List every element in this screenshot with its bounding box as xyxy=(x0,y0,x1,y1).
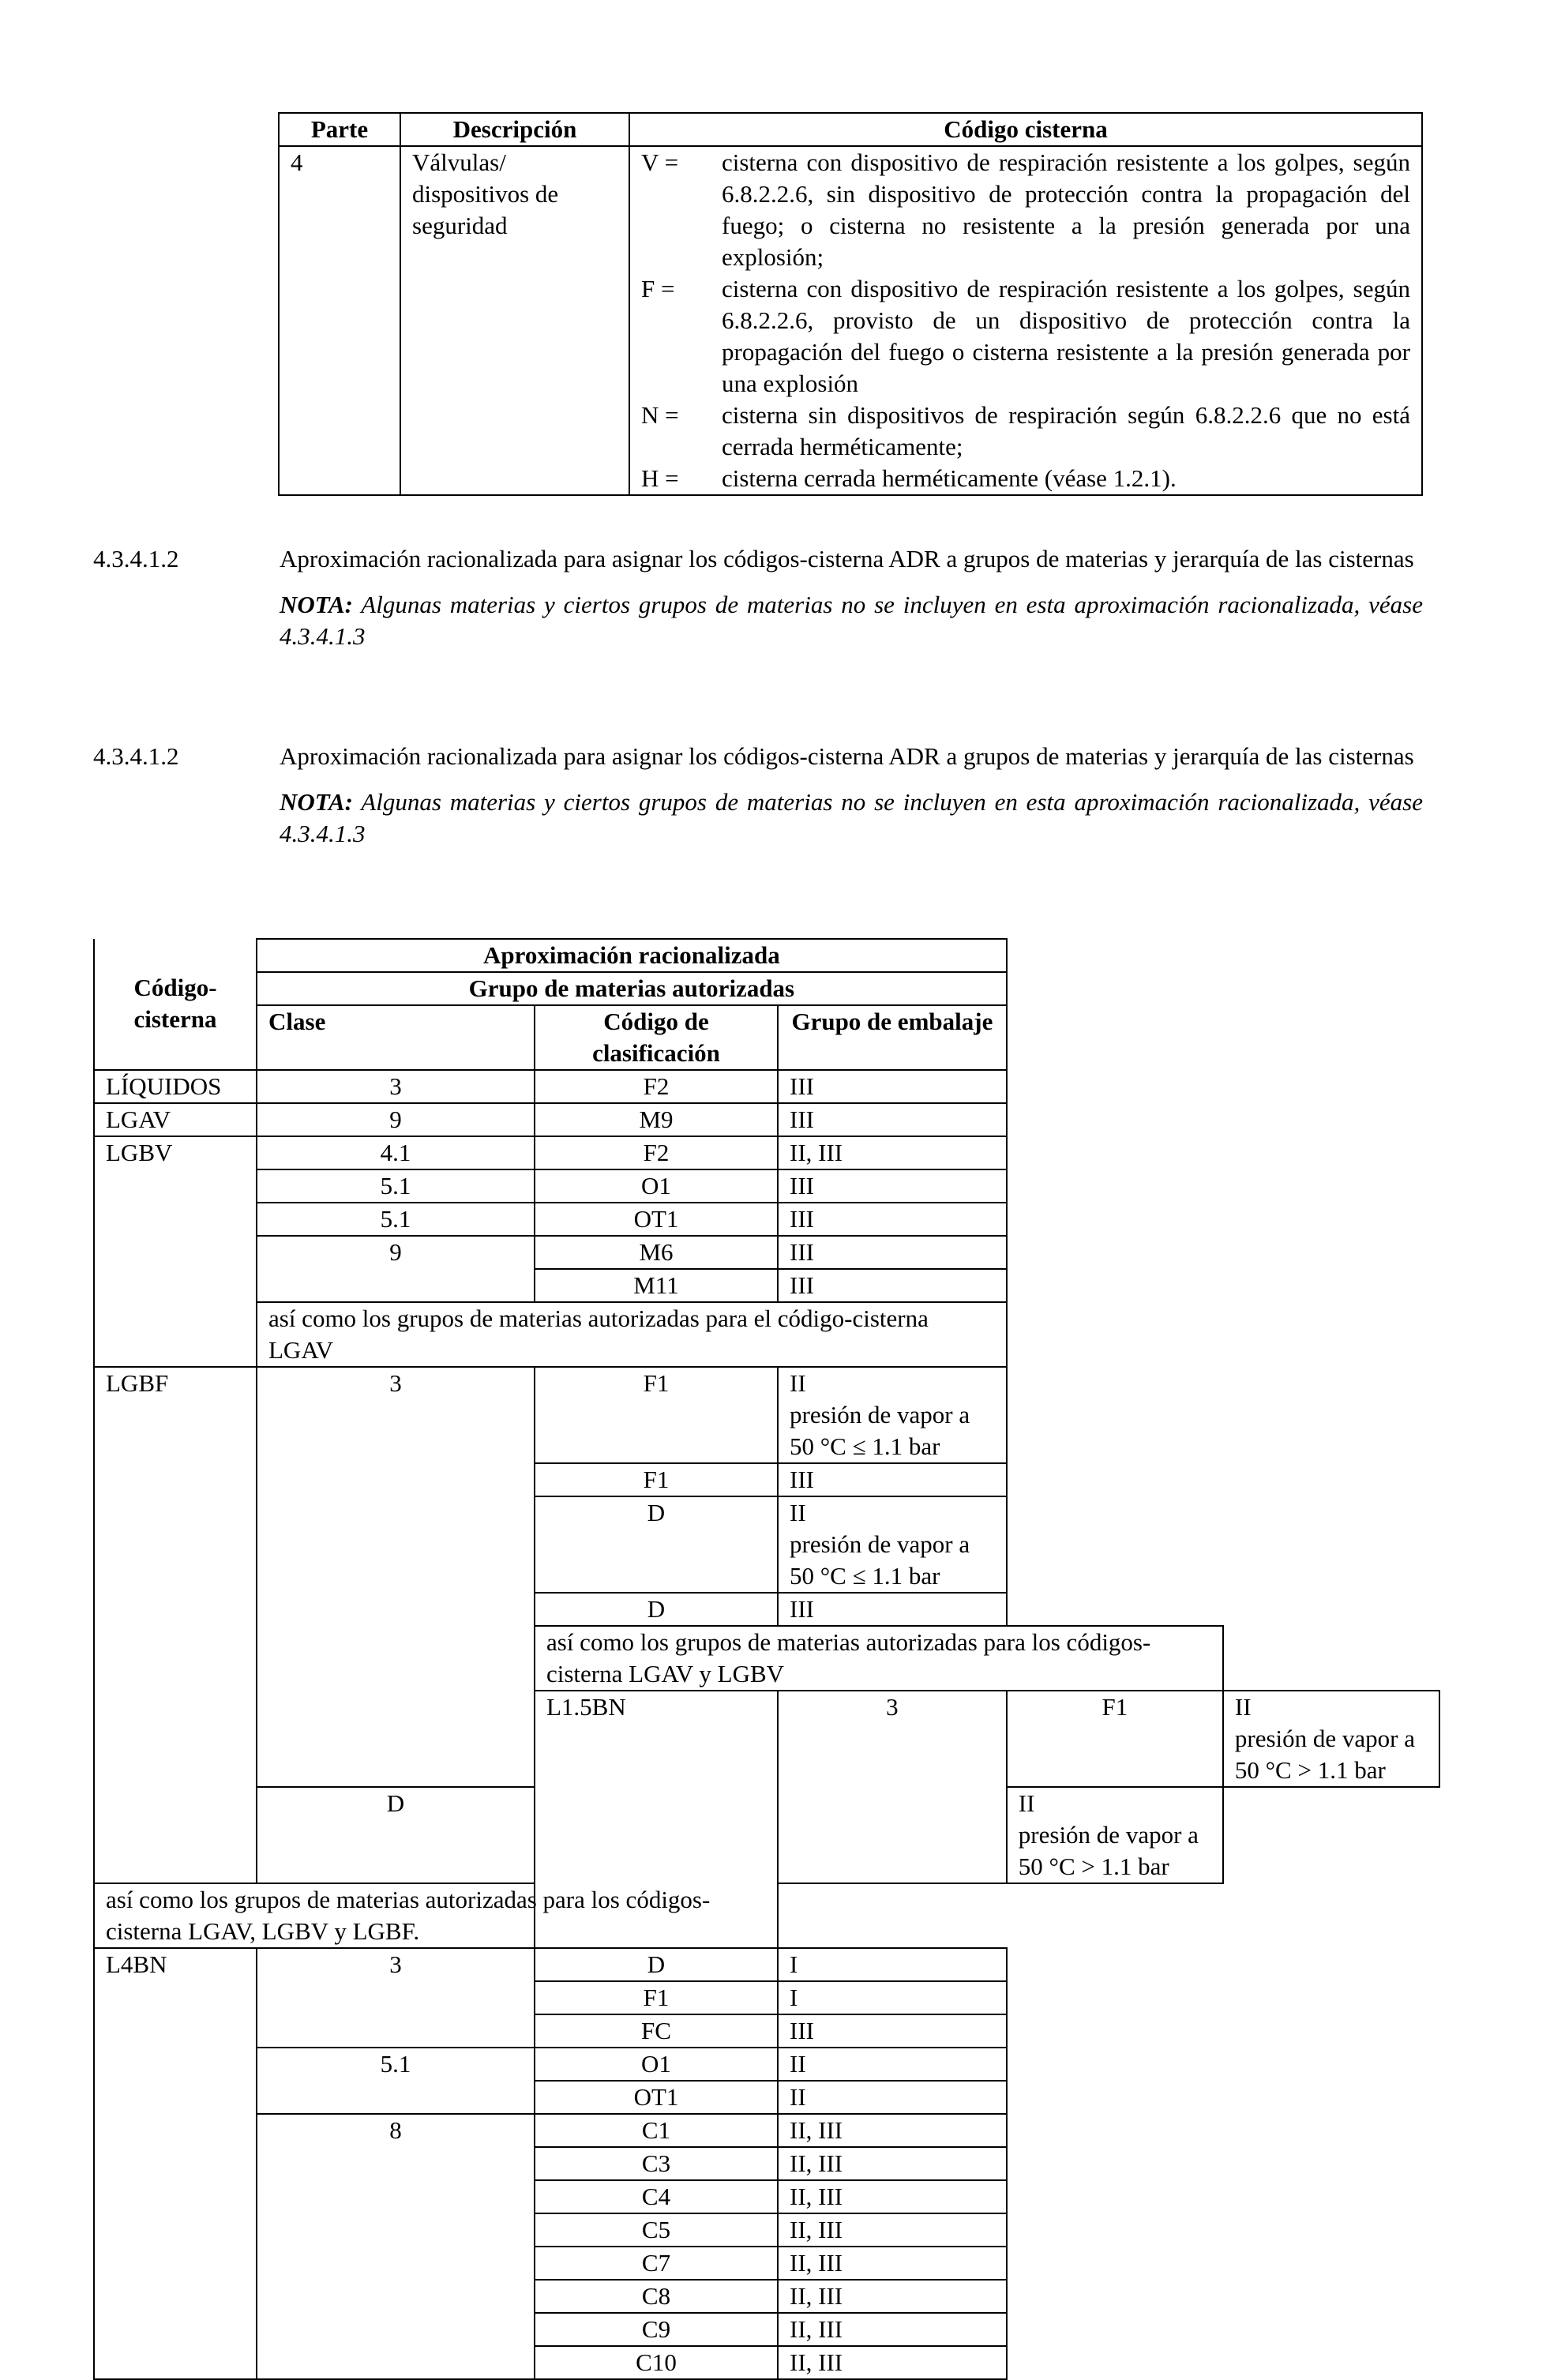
table-row xyxy=(279,146,1422,495)
embalaje-cell: III xyxy=(778,2014,1007,2048)
embalaje-cell: I xyxy=(778,1948,1007,1981)
header-parte: Parte xyxy=(279,113,400,146)
clasificacion-cell: D xyxy=(535,1593,778,1626)
clase-cell: 4.1 xyxy=(257,1136,535,1169)
section-number: 4.3.4.1.2 xyxy=(93,545,179,572)
tank-code-lgbf: LGBF xyxy=(94,1367,257,1883)
table-row xyxy=(94,1236,1439,1269)
code-letter: F = xyxy=(641,275,675,302)
table-title-row xyxy=(94,939,1439,972)
tank-code-l15bn: L1.5BN xyxy=(535,1691,778,1948)
table-row xyxy=(94,1136,1439,1169)
clasificacion-cell: O1 xyxy=(535,1169,778,1203)
clasificacion-cell: O1 xyxy=(535,2048,778,2081)
code-definition-v xyxy=(630,147,1421,273)
clasificacion-cell: C10 xyxy=(535,2346,778,2379)
clase-cell: 3 xyxy=(257,1367,535,1787)
table-row xyxy=(94,1883,1439,1948)
clasificacion-cell: M11 xyxy=(535,1269,778,1302)
table-row xyxy=(94,2114,1439,2147)
liquidos-label: LÍQUIDOS xyxy=(94,1070,257,1103)
clase-cell: 3 xyxy=(257,1948,535,2048)
embalaje-cell: III xyxy=(778,1269,1007,1302)
section-note xyxy=(280,589,1423,652)
tank-code-lgbv: LGBV xyxy=(94,1136,257,1367)
clase-cell: 3 xyxy=(257,1070,535,1103)
embalaje-cell: II, III xyxy=(778,2114,1007,2147)
section-text: Aproximación racionalizada para asignar los códigos-cisterna ADR a grupos de materias y jerarquía de las cisternas xyxy=(280,742,1414,770)
code-text: cisterna sin dispositivos de respiración según 6.8.2.2.6 que no está cerrada herméticamente; xyxy=(722,401,1410,460)
tank-code-l4bn: L4BN xyxy=(94,1948,257,2379)
section-paragraph xyxy=(93,741,1423,850)
embalaje-cell: III xyxy=(778,1169,1007,1203)
embalaje-cell: II, III xyxy=(778,2313,1007,2346)
embalaje-cell: II xyxy=(778,2081,1007,2114)
clase-cell: 3 xyxy=(778,1691,1007,1883)
clasificacion-cell: C7 xyxy=(535,2247,778,2280)
clasificacion-cell: D xyxy=(257,1787,535,1883)
table-row xyxy=(94,1203,1439,1236)
also-note: así como los grupos de materias autorizadas para los códigos-cisterna LGAV y LGBV xyxy=(535,1626,1223,1691)
code-text: cisterna cerrada herméticamente (véase 1.2.1). xyxy=(722,464,1177,492)
clase-cell: 5.1 xyxy=(257,1169,535,1203)
embalaje-cell: III xyxy=(778,1103,1007,1136)
clasificacion-cell: C5 xyxy=(535,2213,778,2247)
clasificacion-cell: C1 xyxy=(535,2114,778,2147)
embalaje-cell: II, III xyxy=(778,2247,1007,2280)
code-definition-f xyxy=(630,273,1421,400)
embalaje-cell: III xyxy=(778,1203,1007,1236)
header-clase: Clase xyxy=(257,1005,535,1070)
embalaje-cell: II, III xyxy=(778,2213,1007,2247)
clasificacion-cell: F2 xyxy=(535,1136,778,1169)
clase-cell: 8 xyxy=(257,2114,535,2379)
table-header-row xyxy=(94,972,1439,1005)
description-cell: Válvulas/ dispositivos de seguridad xyxy=(400,146,629,495)
embalaje-cell: III xyxy=(778,1593,1007,1626)
embalaje-cell: III xyxy=(778,1236,1007,1269)
code-letter: V = xyxy=(641,148,679,176)
clasificacion-cell: OT1 xyxy=(535,1203,778,1236)
clase-cell: 9 xyxy=(257,1236,535,1302)
table-row xyxy=(94,2048,1439,2081)
packing-group: II xyxy=(790,1369,806,1397)
code-text: cisterna con dispositivo de respiración resistente a los golpes, según 6.8.2.2.6, provisto de un dispositivo de protección contra la propagación del fuego o cisterna resistente a la presión generada por una explosión xyxy=(722,275,1410,397)
clasificacion-cell: D xyxy=(535,1496,778,1593)
embalaje-cell: III xyxy=(778,1070,1007,1103)
embalaje-cell: II, III xyxy=(778,2180,1007,2213)
header-codigo-clasificacion: Código de clasificación xyxy=(535,1005,778,1070)
table-header-row xyxy=(94,1005,1439,1070)
header-descripcion: Descripción xyxy=(400,113,629,146)
embalaje-cell: II, III xyxy=(778,2280,1007,2313)
embalaje-cell: II, III xyxy=(778,2147,1007,2180)
clasificacion-cell: D xyxy=(535,1948,778,1981)
note-label: NOTA: xyxy=(280,788,353,816)
section-text: Aproximación racionalizada para asignar los códigos-cisterna ADR a grupos de materias y jerarquía de las cisternas xyxy=(280,545,1414,572)
header-grupo-embalaje: Grupo de embalaje xyxy=(778,1005,1007,1070)
tank-code-lgav: LGAV xyxy=(94,1103,257,1136)
table-title: Aproximación racionalizada xyxy=(257,939,1007,972)
also-note: así como los grupos de materias autorizadas para el código-cisterna LGAV xyxy=(257,1302,1007,1367)
clasificacion-cell: F2 xyxy=(535,1070,778,1103)
section-note xyxy=(280,786,1423,850)
tank-code-table xyxy=(278,112,1423,496)
clasificacion-cell: F1 xyxy=(535,1367,778,1463)
header-grupo-materias: Grupo de materias autorizadas xyxy=(257,972,1007,1005)
clasificacion-cell: C9 xyxy=(535,2313,778,2346)
table-row xyxy=(94,1367,1439,1463)
clase-cell: 5.1 xyxy=(257,2048,535,2114)
embalaje-cell xyxy=(1223,1691,1439,1787)
section-paragraph xyxy=(93,543,1423,652)
note-label: NOTA: xyxy=(280,591,353,618)
packing-group: II xyxy=(790,1499,806,1526)
rationalised-approach-table xyxy=(93,938,1440,2380)
clasificacion-cell: C8 xyxy=(535,2280,778,2313)
vapour-pressure-note: presión de vapor a 50 °C > 1.1 bar xyxy=(1234,1725,1416,1784)
empty-cell xyxy=(94,939,257,972)
clasificacion-cell: M9 xyxy=(535,1103,778,1136)
table-row xyxy=(94,1103,1439,1136)
vapour-pressure-note: presión de vapor a 50 °C ≤ 1.1 bar xyxy=(790,1530,970,1590)
table-row xyxy=(94,1948,1439,1981)
note-text: Algunas materias y ciertos grupos de materias no se incluyen en esta aproximación racionalizada, véase 4.3.4.1.3 xyxy=(280,591,1423,650)
section-number: 4.3.4.1.2 xyxy=(93,742,179,770)
clasificacion-cell: M6 xyxy=(535,1236,778,1269)
clase-cell: 5.1 xyxy=(257,1203,535,1236)
code-text: cisterna con dispositivo de respiración resistente a los golpes, según 6.8.2.2.6, sin dispositivo de protección contra la propagación del fuego; o cisterna no resistente a la presión generada por una explosión; xyxy=(722,148,1410,271)
code-letter: N = xyxy=(641,401,679,429)
embalaje-cell: II xyxy=(778,2048,1007,2081)
header-codigo-cisterna: Código-cisterna xyxy=(94,972,257,1070)
clasificacion-cell: C4 xyxy=(535,2180,778,2213)
embalaje-cell: II, III xyxy=(778,1136,1007,1169)
codes-cell xyxy=(629,146,1422,495)
clasificacion-cell: OT1 xyxy=(535,2081,778,2114)
embalaje-cell: III xyxy=(778,1463,1007,1496)
vapour-pressure-note: presión de vapor a 50 °C > 1.1 bar xyxy=(1018,1821,1199,1880)
clasificacion-cell: F1 xyxy=(1007,1691,1223,1787)
clasificacion-cell: FC xyxy=(535,2014,778,2048)
embalaje-cell xyxy=(778,1367,1007,1463)
table-row xyxy=(94,1070,1439,1103)
embalaje-cell xyxy=(1007,1787,1223,1883)
also-note: así como los grupos de materias autorizadas para los códigos-cisterna LGAV, LGBV y LGBF. xyxy=(94,1883,778,1948)
code-definition-n xyxy=(630,400,1421,463)
embalaje-cell xyxy=(778,1496,1007,1593)
clase-cell: 9 xyxy=(257,1103,535,1136)
clasificacion-cell: F1 xyxy=(535,1463,778,1496)
embalaje-cell: II, III xyxy=(778,2346,1007,2379)
table-row xyxy=(94,1169,1439,1203)
packing-group: II xyxy=(1018,1789,1035,1817)
clasificacion-cell: C3 xyxy=(535,2147,778,2180)
vapour-pressure-note: presión de vapor a 50 °C ≤ 1.1 bar xyxy=(790,1401,970,1460)
embalaje-cell: I xyxy=(778,1981,1007,2014)
code-definition-h xyxy=(630,463,1421,494)
packing-group: II xyxy=(1234,1693,1252,1721)
table-header-row xyxy=(279,113,1422,146)
parte-cell: 4 xyxy=(279,146,400,495)
note-text: Algunas materias y ciertos grupos de materias no se incluyen en esta aproximación racionalizada, véase 4.3.4.1.3 xyxy=(280,788,1423,847)
clasificacion-cell: F1 xyxy=(535,1981,778,2014)
table-row xyxy=(94,1302,1439,1367)
code-letter: H = xyxy=(641,464,679,492)
header-codigo-cisterna: Código cisterna xyxy=(629,113,1422,146)
